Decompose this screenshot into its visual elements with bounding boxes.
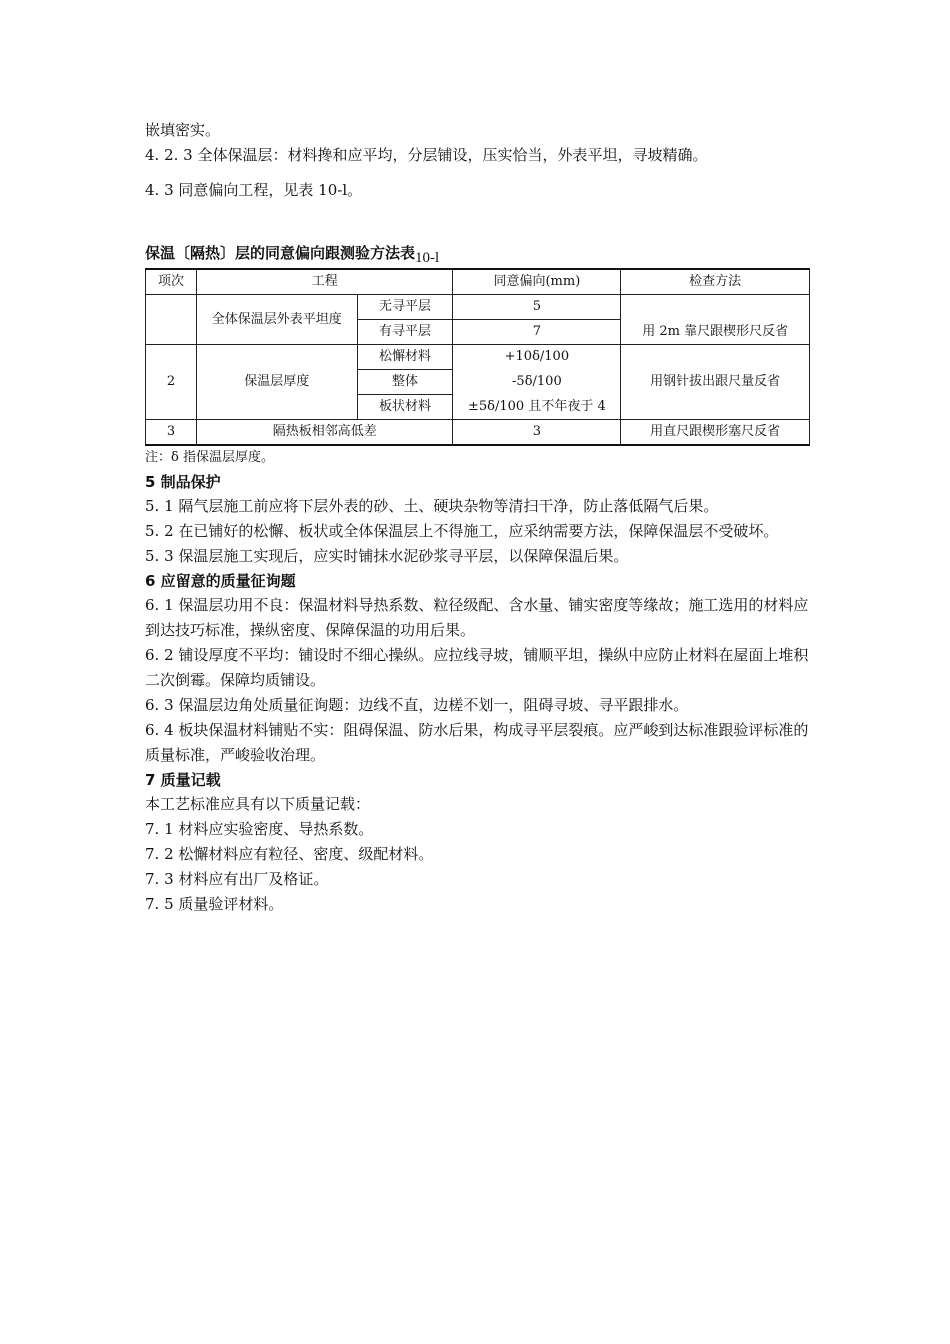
paragraph-6-4: 6. 4 板块保温材料铺贴不实：阻碍保温、防水后果，构成寻平层裂痕。应严峻到达标准跟验评标准的质量标准，严峻验收治理。 (145, 721, 809, 764)
table-cell (621, 295, 810, 345)
table-cell: 无寻平层 (357, 295, 453, 320)
paragraph-6-1: 6. 1 保温层功用不良：保温材料导热系数、粒径级配、含水量、铺实密度等缘故；施工选用的材料应到达技巧标准，操纵密度、保障保温的功用后果。 (145, 596, 809, 639)
table-cell: 保温层厚度 (196, 345, 357, 420)
table-cell: 5 (453, 295, 621, 320)
section-heading-7: 7 质量记载 (145, 771, 221, 789)
tolerance-table (145, 268, 810, 446)
table-header-row (146, 269, 810, 295)
paragraph-7-1: 7. 1 材料应实验密度、导热系数。 (145, 820, 374, 838)
header-cell: 项次 (146, 269, 197, 295)
table-cell: 2 (146, 345, 197, 420)
header-cell: 工程 (196, 269, 453, 295)
table-caption-text: 保温〔隔热〕层的同意偏向跟测验方法表 (145, 244, 416, 262)
table-cell: 3 (146, 420, 197, 446)
paragraph-7-intro: 本工艺标准应具有以下质量记载： (145, 795, 371, 813)
method-text: 用 2m 靠尺跟楔形尺反省 (642, 324, 789, 339)
table-code: 10-l (415, 250, 440, 266)
table-caption (145, 241, 810, 266)
table-row (146, 345, 810, 370)
table-cell: 板状材料 (357, 395, 453, 420)
table-cell: 7 (453, 320, 621, 345)
table-cell: 整体 (357, 370, 453, 395)
paragraph-5-2: 5. 2 在已铺好的松懈、板状或全体保温层上不得施工，应采纳需要方法，保障保温层不受破坏。 (145, 522, 779, 540)
table-cell: 用直尺跟楔形塞尺反省 (621, 420, 810, 446)
paragraph-6-2: 6. 2 铺设厚度不平均：铺设时不细心操纵。应拉线寻坡，铺顺平坦，操纵中应防止材料在屋面上堆积二次倒霉。保障均质铺设。 (145, 646, 809, 689)
table-cell: 有寻平层 (357, 320, 453, 345)
header-cell: 同意偏向(mm) (453, 269, 621, 295)
paragraph-5-3: 5. 3 保温层施工实现后，应实时铺抹水泥砂浆寻平层，以保障保温后果。 (145, 547, 629, 565)
section-heading-5: 5 制品保护 (145, 473, 221, 491)
table-cell: 用钢针拔出跟尺量反省 (621, 345, 810, 420)
table-row (146, 295, 810, 320)
table-cell: ±5δ/100 且不年夜于 4 (453, 395, 621, 420)
paragraph: 嵌填密实。 (145, 121, 221, 139)
table-cell: +10δ/100 (453, 345, 621, 370)
header-cell: 检查方法 (621, 269, 810, 295)
table-cell: 隔热板相邻高低差 (196, 420, 453, 446)
table-cell (146, 295, 197, 345)
paragraph-7-2: 7. 2 松懈材料应有粒径、密度、级配材料。 (145, 845, 434, 863)
paragraph-7-3: 7. 3 材料应有出厂及格证。 (145, 870, 329, 888)
table-row (146, 420, 810, 446)
table-cell: 松懈材料 (357, 345, 453, 370)
paragraph-4-3: 4. 3 同意偏向工程，见表 10-l。 (145, 181, 363, 199)
document-page (145, 118, 810, 917)
section-heading-6: 6 应留意的质量征询题 (145, 572, 296, 590)
table-cell: 3 (453, 420, 621, 446)
table-cell: -5δ/100 (453, 370, 621, 395)
table-cell: 全体保温层外表平坦度 (196, 295, 357, 345)
paragraph-6-3: 6. 3 保温层边角处质量征询题：边线不直，边槎不划一，阻碍寻坡、寻平跟排水。 (145, 696, 689, 714)
paragraph-7-5: 7. 5 质量验评材料。 (145, 895, 284, 913)
paragraph-4-2-3: 4. 2. 3 全体保温层：材料搀和应平均，分层铺设，压实恰当，外表平坦，寻坡精确。 (145, 146, 708, 164)
table-note: 注：δ 指保温层厚度。 (145, 450, 274, 465)
paragraph-5-1: 5. 1 隔气层施工前应将下层外表的砂、土、硬块杂物等清扫干净，防止落低隔气后果。 (145, 497, 719, 515)
